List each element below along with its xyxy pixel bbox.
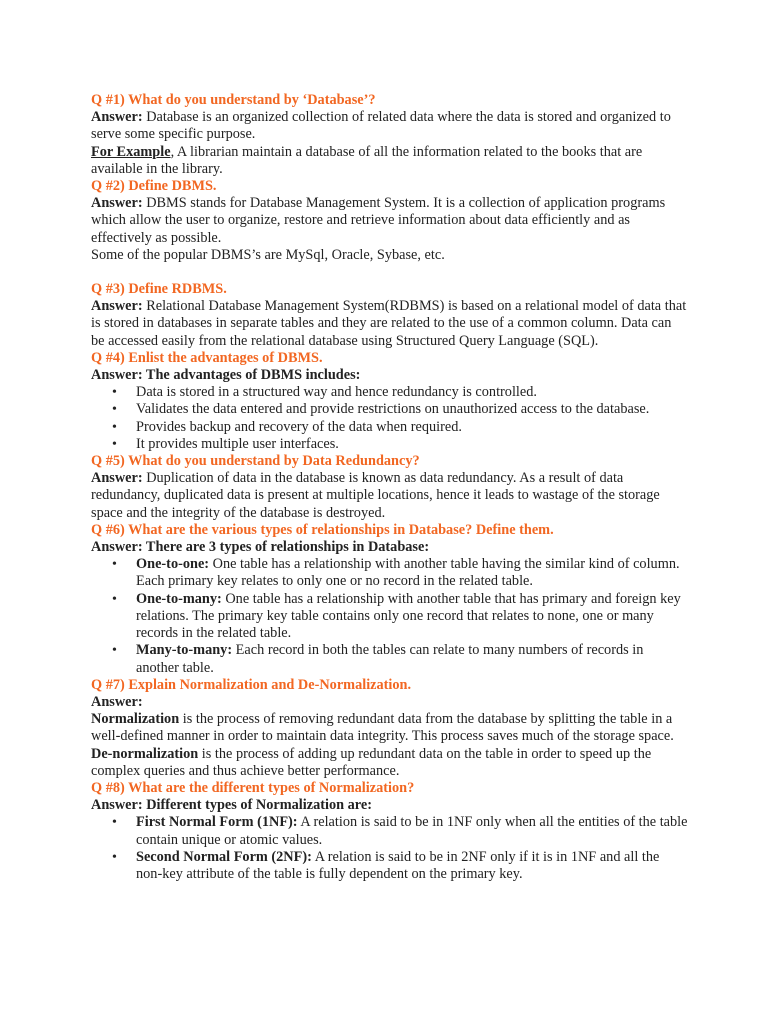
question-4-answer-heading: Answer: The advantages of DBMS includes: xyxy=(91,367,361,384)
question-5-heading: Q #5) What do you understand by Data Redundancy? xyxy=(91,453,420,470)
list-item-text: Each record in both the tables can relate to many numbers of records in another table. xyxy=(136,642,644,676)
question-2-heading: Q #2) Define DBMS. xyxy=(91,178,217,195)
list-item: • It provides multiple user interfaces. xyxy=(136,436,688,453)
normalization-term: Normalization xyxy=(91,711,180,728)
list-item-term: Many-to-many: xyxy=(136,642,233,659)
advantages-list xyxy=(91,384,688,453)
question-1-example xyxy=(91,144,688,178)
list-item-text: One table has a relationship with another table that has primary and foreign key relations. The primary key table contains only one record that relates to none, one or many records in the related table. xyxy=(136,590,681,642)
question-7-heading: Q #7) Explain Normalization and De-Normalization. xyxy=(91,676,412,693)
question-8-answer-heading: Answer: Different types of Normalization are: xyxy=(91,797,372,814)
question-1-heading: Q #1) What do you understand by ‘Database’? xyxy=(91,92,376,108)
list-item-term: One-to-one: xyxy=(136,556,210,573)
answer-label: Answer: xyxy=(91,195,143,212)
denormalization-text: is the process of adding up redundant data on the table in order to speed up the complex queries and thus achieve better performance. xyxy=(91,745,652,779)
question-6-heading: Q #6) What are the various types of relationships in Database? Define them. xyxy=(91,521,554,538)
example-label: For Example xyxy=(91,143,171,160)
denormalization-term: De-normalization xyxy=(91,745,199,762)
list-item-text: One table has a relationship with another table having the similar kind of column. Each primary key relates to only one or no record in the related table. xyxy=(136,556,680,590)
question-7-answer-label: Answer: xyxy=(91,693,143,710)
normalization-text: is the process of removing redundant data from the database by splitting the table in a well-defined manner in order to maintain data integrity. This process saves much of the storage space. xyxy=(91,711,674,745)
answer-text: Relational Database Management System(RDBMS) is based on a relational model of data that is stored in databases in separate tables and they are related to the use of a common column. Data can be accessed easily from the relational database using Structured Query Language (SQL). xyxy=(91,298,687,349)
question-3-heading: Q #3) Define RDBMS. xyxy=(91,281,227,298)
answer-label: Answer: xyxy=(91,298,143,315)
answer-text: DBMS stands for Database Management System. It is a collection of application programs which allow the user to organize, restore and retrieve information about data efficiently and as effectively as possible. xyxy=(91,195,666,246)
denormalization-paragraph xyxy=(91,746,688,780)
list-item xyxy=(136,849,688,883)
list-item xyxy=(136,556,688,590)
question-2-answer xyxy=(91,195,688,247)
question-8-heading: Q #8) What are the different types of Normalization? xyxy=(91,779,415,796)
list-item-term: Second Normal Form (2NF): xyxy=(136,848,312,865)
normalization-types-list xyxy=(91,814,688,883)
question-1-answer xyxy=(91,109,688,143)
list-item-term: One-to-many: xyxy=(136,590,222,607)
relationships-list xyxy=(91,556,688,676)
normalization-paragraph xyxy=(91,711,688,745)
question-2-extra: Some of the popular DBMS’s are MySql, Oracle, Sybase, etc. xyxy=(91,246,445,263)
list-item: • Provides backup and recovery of the data when required. xyxy=(136,419,688,436)
list-item xyxy=(136,642,688,676)
example-text: , A librarian maintain a database of all the information related to the books that are available in the library. xyxy=(91,143,643,177)
list-item: • Validates the data entered and provide restrictions on unauthorized access to the database. xyxy=(136,401,688,418)
list-item xyxy=(136,591,688,643)
question-6-answer-heading: Answer: There are 3 types of relationships in Database: xyxy=(91,539,430,556)
list-item-term: First Normal Form (1NF): xyxy=(136,814,298,831)
answer-text: Duplication of data in the database is known as data redundancy. As a result of data redundancy, duplicated data is present at multiple locations, hence it leads to wastage of the storage space and the integrity of the database is destroyed. xyxy=(91,470,660,521)
list-item: • Data is stored in a structured way and hence redundancy is controlled. xyxy=(136,384,688,401)
list-item xyxy=(136,814,688,848)
question-3-answer xyxy=(91,298,688,350)
question-5-answer xyxy=(91,470,688,522)
list-item-text: A relation is said to be in 2NF only if it is in 1NF and all the non-key attribute of the table is fully dependent on the primary key. xyxy=(136,848,660,882)
answer-label: Answer: xyxy=(91,109,143,126)
answer-text: Database is an organized collection of related data where the data is stored and organized to serve some specific purpose. xyxy=(91,109,671,143)
list-item-text: A relation is said to be in 1NF only when all the entities of the table contain unique or atomic values. xyxy=(136,814,688,848)
answer-label: Answer: xyxy=(91,470,143,487)
question-4-heading: Q #4) Enlist the advantages of DBMS. xyxy=(91,349,323,366)
